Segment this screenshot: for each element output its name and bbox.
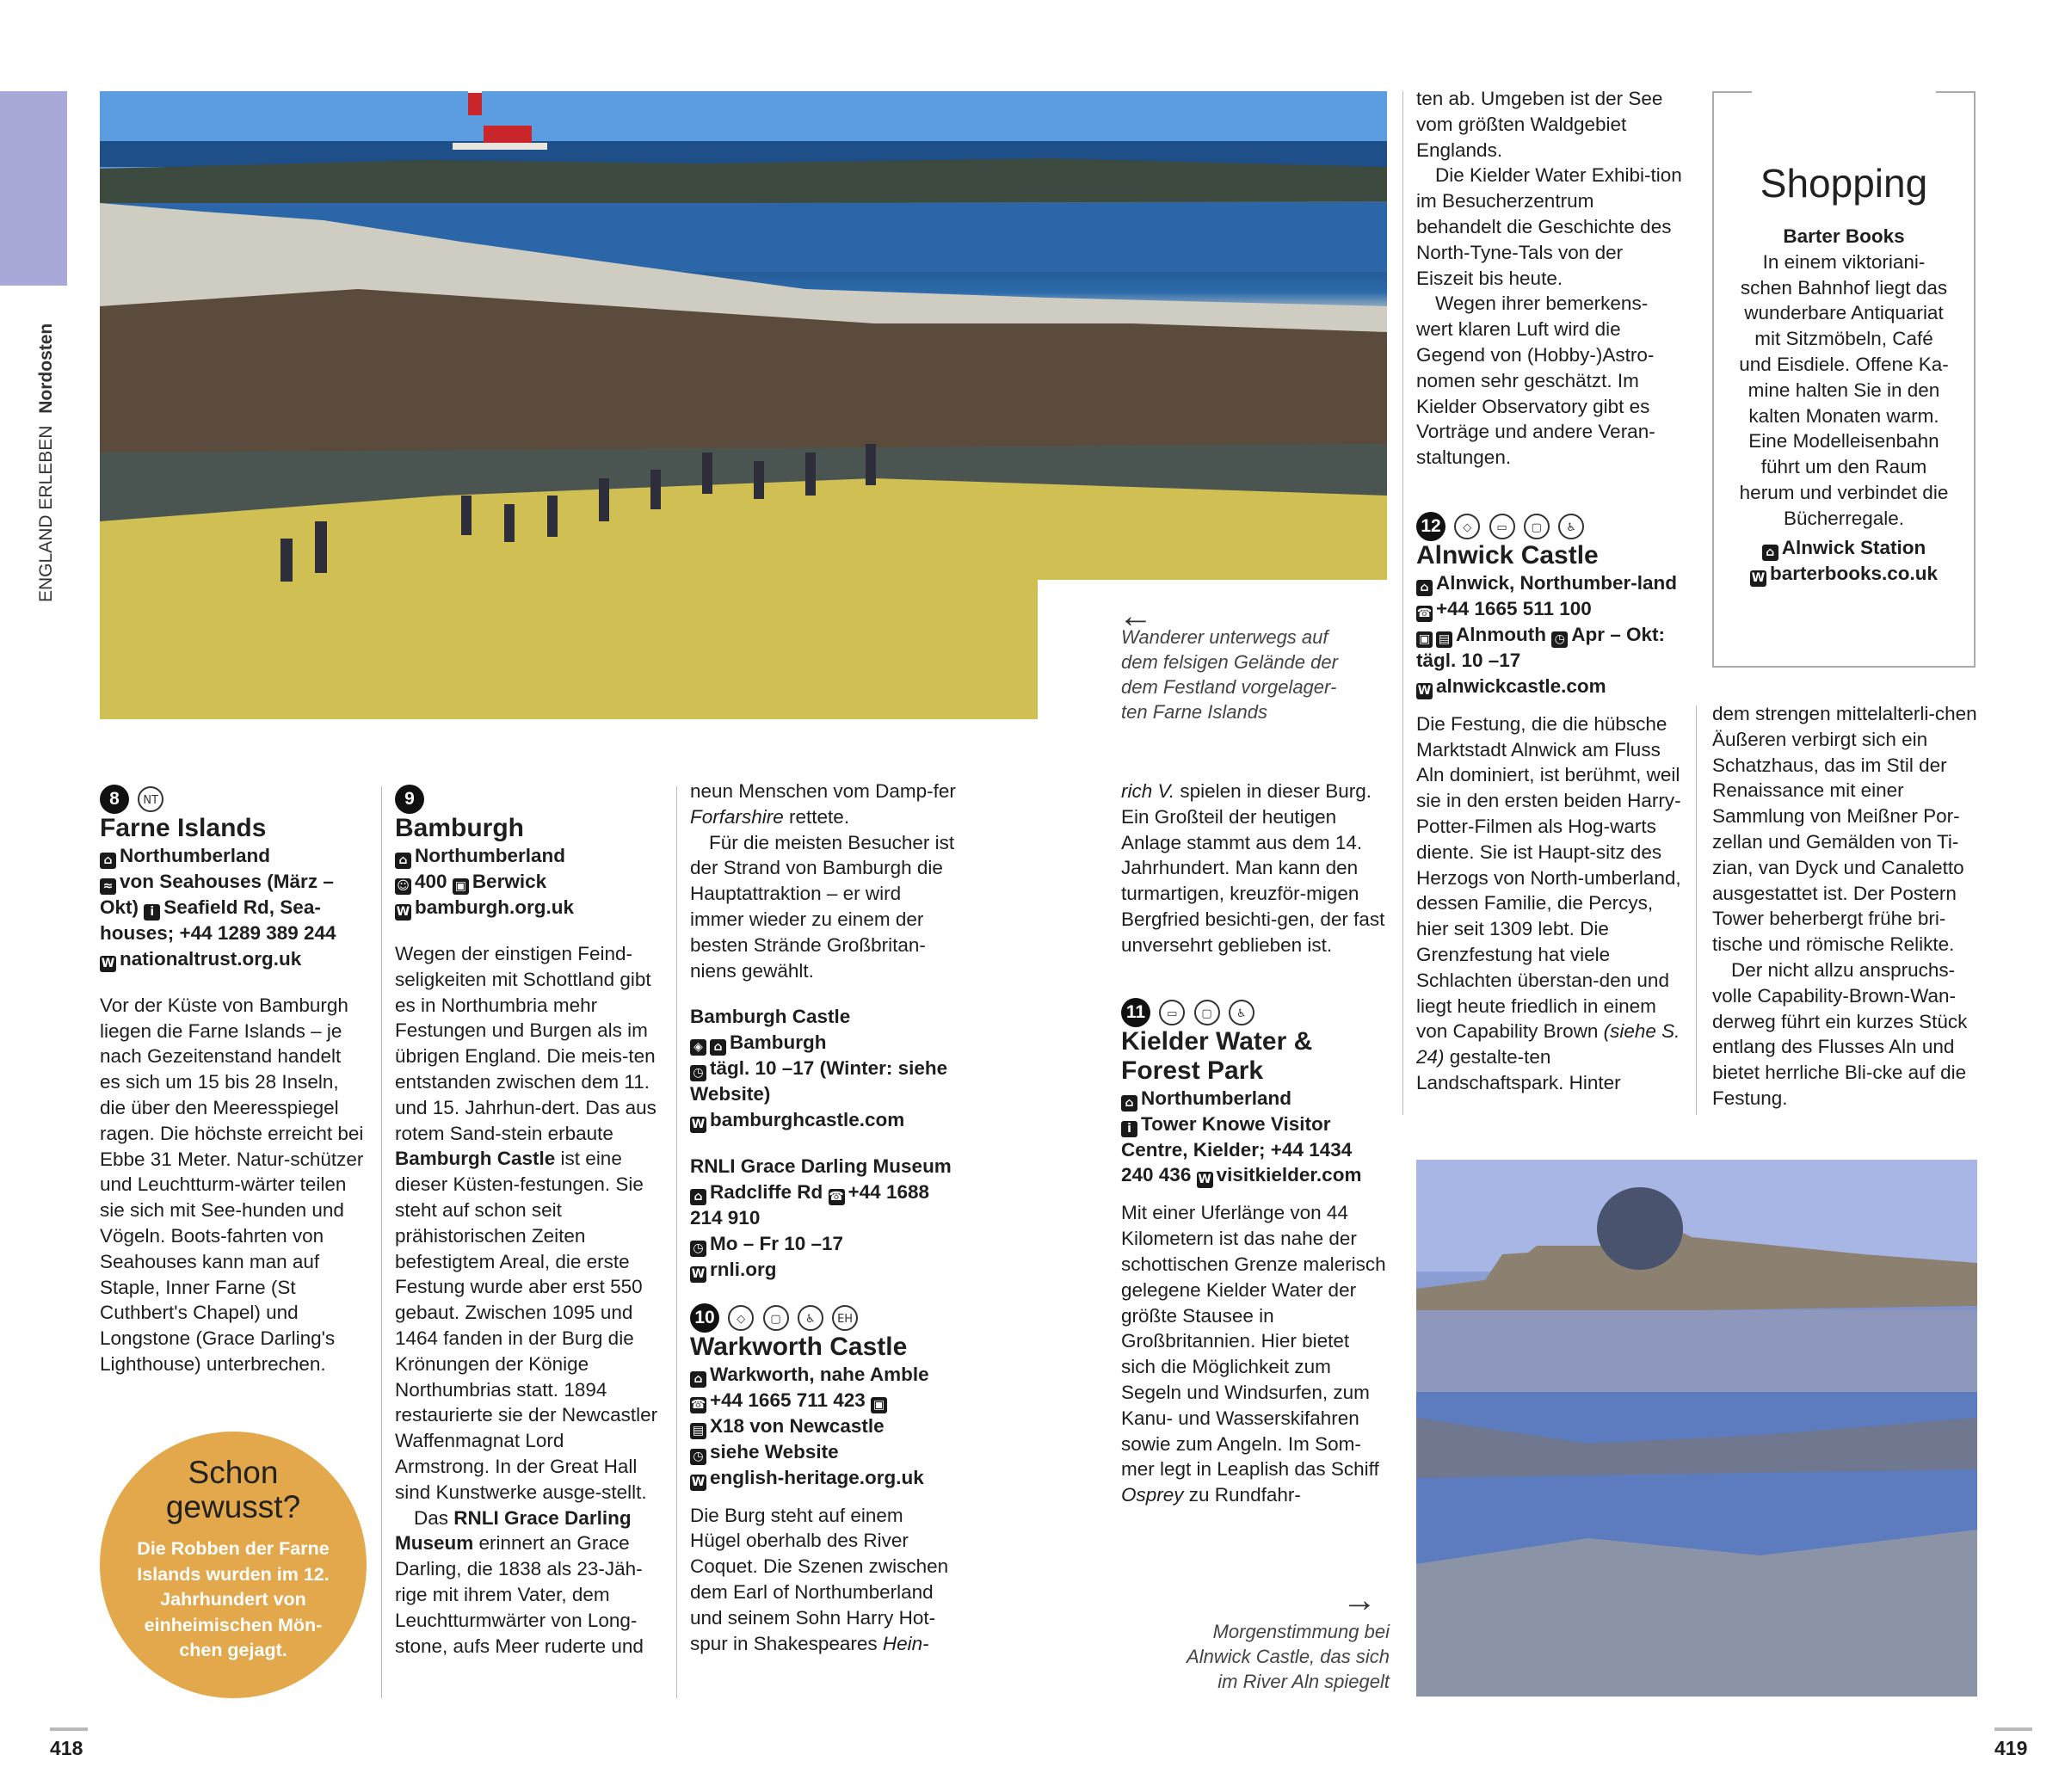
ticket-icon: ◇ [728,1305,754,1331]
did-you-know-title: Schon gewusst? [165,1455,301,1524]
wheelchair-icon: ♿ [1229,1000,1254,1025]
column-bamburgh [395,785,662,1659]
location-text: Alnwick Station [1781,536,1926,558]
shop-text: In einem viktoriani-schen Bahnhof liegt das wunderbare Antiquariat mit Sitzmöbeln, Café und Eisdiele. Offene Ka-mine halten Sie in den kalten Monaten warm. Eine Modelleisenbahn führt um den Raum herum und verbindet die Bücherregale. [1739,250,1949,529]
section-header [395,785,662,814]
info-icon: i [1121,1121,1137,1137]
info-block [690,1362,957,1491]
body-text: rich V. spielen in dieser Burg. Ein Großteil der heutigen Anlage stammt aus dem 14. Jahrhundert. Man kann den turmartigen, kreuzför-migen Bergfried besichti-gen, der fast unversehrt geblieben ist. [1121,780,1385,956]
wheelchair-icon: ♿ [798,1305,823,1331]
phone-icon: ☎ [690,1397,706,1412]
far-island [100,158,1387,205]
phone-text: +44 1688 214 910 [690,1180,930,1229]
population-icon: ☺ [395,878,411,895]
clock-icon: ◷ [1551,631,1568,648]
house-icon: ⌂ [1121,1095,1137,1112]
alnwick-photo-art [1416,1160,1977,1697]
did-you-know-badge [100,1432,367,1698]
page-number-rule-right [1994,1727,2032,1731]
farne-photo-caption: Wanderer unterwegs auf dem felsigen Gelände der dem Festland vorgelager-ten Farne Islands [1121,626,1338,723]
facilities-icon: ◈ [690,1039,706,1056]
alnwick-castle-photo [1416,1160,1977,1697]
location-text: Alnwick, Northumber-land [1436,571,1678,594]
location-text: Northumberland [120,845,271,866]
shop-info [1714,535,1974,587]
location-text: Northumberland [415,845,566,866]
frost-field [1416,1310,1977,1392]
column-4 [1121,779,1388,1508]
station-text: Alnmouth [1456,623,1546,645]
body-text: dem strengen mittelalterli-chen Äußeren verbirgt sich ein Schatzhaus, das im Stil der Renaissance mit einer Sammlung von Meißner Por-zellan und Gemälden von Ti-zian, van Dyck und Canaletto ausgestattet ist. Der Postern Tower beherbergt frühe bri-tische und römische Relikte. [1712,703,1977,956]
web-icon: W [691,1266,706,1281]
visitor-info-text: Tower Knowe Visitor Centre, Kielder; +44 1434 240 436 [1121,1112,1353,1186]
column-farne [100,785,367,1377]
caption-arrow-right: → [1342,1581,1377,1619]
website-link[interactable]: barterbooks.co.uk [1769,562,1939,584]
phone-text: +44 1665 711 423 [710,1389,866,1411]
web-icon: W [101,956,115,970]
clock-icon: ◷ [690,1065,706,1081]
info-block [100,843,367,972]
side-tab-light: ENGLAND ERLEBEN [36,425,56,602]
website-link[interactable]: bamburghcastle.com [710,1108,905,1130]
clock-icon: ◷ [690,1241,706,1257]
house-icon: ⌂ [690,1189,706,1205]
ferry-text: von Seahouses (März – Okt) [100,871,334,918]
side-tab-bar [0,91,67,286]
column-rule [381,786,382,1698]
body-text: Wegen der einstigen Feind-seligkeiten mit Schottland gibt es in Northumbria mehr Festungen und Burgen als im übrigen England. Die meis-ten entstanden zwischen dem 11. und 15. Jahrhun-dert. Das aus rotem Sand-stein erbaute Bamburgh Castle ist eine dieser Küsten-festungen. Sie steht auf schon seit prähistorischen Zeiten befestigtem Areal, die erste Festung wurde aber erst 550 gebaut. Zwischen 1095 und 1464 fanden in der Burg die Krönungen der Könige Northumbrias statt. 1894 restaurierte sie der Newcastler Waffenmagnat Lord Armstrong. In der Great Hall sind Kunstwerke ausge-stellt. [395,943,658,1503]
ferry-icon: ≈ [100,878,116,895]
bamburgh-castle-block [690,1004,957,1133]
column-rule [1402,91,1403,1115]
visitor-info-text: Seafield Rd, Sea-houses; +44 1289 389 244 [100,896,336,944]
location-text: Warkworth, nahe Amble [710,1363,929,1385]
side-tab-bold: Nordosten [36,323,56,414]
shop-icon: ▢ [1194,1000,1220,1025]
section-number: 12 [1416,512,1446,541]
population-text: 400 [415,871,447,892]
national-trust-badge: NT [138,786,163,812]
train-icon: ▣ [1416,631,1433,648]
web-icon: W [1198,1173,1211,1187]
tree [1597,1187,1683,1270]
shop-name: Barter Books [1783,225,1905,247]
clock-icon: ◷ [690,1449,706,1465]
side-tab-label [35,323,58,602]
info-block [1416,570,1683,699]
website-link[interactable]: rnli.org [710,1258,777,1280]
website-link[interactable]: visitkielder.com [1216,1164,1362,1186]
website-link[interactable]: bamburgh.org.uk [415,896,574,918]
section-header [1121,998,1388,1027]
body-text: Mit einer Uferlänge von 44 Kilometern ist das nahe der schottischen Grenze malerisch gelegene Kielder Water der größte Stausee in Großbritannien. Hier bietet sich die Möglichkeit zum Segeln und Windsurfen, zum Kanu- und Wasserskifahren sowie zum Angeln. Im Som-mer legt in Leaplish das Schiff Osprey zu Rundfahr- [1121,1202,1386,1506]
column-rule [676,786,677,1698]
website-link[interactable]: alnwickcastle.com [1436,674,1606,697]
house-icon: ⌂ [1416,580,1433,596]
bus-icon: ▤ [1436,631,1452,648]
shop-icon: ▢ [763,1305,789,1331]
column-rule [1696,705,1697,1115]
train-icon: ▣ [453,878,469,895]
location-text: Bamburgh [730,1031,827,1054]
train-icon: ▣ [871,1397,887,1413]
web-icon: W [396,905,410,919]
page-number-right: 419 [1994,1737,2028,1759]
body-text: Die Kielder Water Exhibi-tion im Besucherzentrum behandelt die Geschichte des North-Tyne-Tals von der Eiszeit bis heute. [1416,164,1682,289]
house-icon: ⌂ [1762,545,1778,561]
house-icon: ⌂ [100,853,116,869]
body-text: Die Burg steht auf einem Hügel oberhalb des River Coquet. Die Szenen zwischen dem Earl of Northumberland und seinem Sohn Harry Hot-spur in Shakespeares Hein- [690,1504,949,1654]
section-number: 11 [1121,998,1150,1027]
body-text: Die Festung, die die hübsche Marktstadt Alnwick am Fluss Aln dominiert, ist berühmt, weil sie in den ersten beiden Harry-Potter-Filmen als Hog-warts diente. Sie ist Haupt-sitz des Herzogs von North-umberland, dessen Familie, die Percys, hier seit 1309 lebt. Die Grenzfestung hat viele Schlachten überstan-den und liegt heute friedlich in einem von Capability Brown (siehe S. 24) gestalte-ten Landschaftspark. Hinter [1416,712,1681,1093]
location-text: Radcliffe Rd [710,1180,823,1203]
section-number: 9 [395,785,424,814]
column-3 [690,779,957,1656]
body-text: Wegen ihrer bemerkens-wert klaren Luft wird die Gegend von (Hobby-)Astro-nomen sehr geschätzt. Im Kielder Observatory gibt es Vorträge und andere Veran-staltungen. [1416,293,1655,469]
section-title: Alnwick Castle [1416,540,1599,570]
website-link[interactable]: nationaltrust.org.uk [120,947,302,970]
hours-text: Mo – Fr 10 –17 [710,1232,844,1254]
hours-text: Apr – Okt: tägl. 10 –17 [1416,623,1666,671]
sub-title: RNLI Grace Darling Museum [690,1155,952,1177]
train-text: Berwick [472,871,547,892]
cafe-icon: ▭ [1489,514,1515,539]
hours-text: siehe Website [710,1440,839,1463]
website-link[interactable]: english-heritage.org.uk [710,1466,924,1488]
body-text: Das RNLI Grace Darling Museum erinnert an Grace Darling, die 1838 als 23-Jäh-rige mit ihrem Vater, dem Leuchtturmwärter von Long-stone, aufs Meer ruderte und [395,1506,644,1657]
bus-icon: ▤ [690,1423,706,1439]
page-number-left: 418 [50,1737,83,1759]
hours-text: tägl. 10 –17 (Winter: siehe Website) [690,1057,948,1105]
english-heritage-badge: EH [832,1305,858,1331]
section-title: Warkworth Castle [690,1332,908,1361]
shopping-box-top-left [1712,91,1752,93]
column-6 [1712,701,1979,1112]
house-icon: ⌂ [690,1371,706,1388]
page-number-rule-left [50,1727,88,1731]
section-title: Bamburgh [395,814,524,842]
body-text: Vor der Küste von Bamburgh liegen die Farne Islands – je nach Gezeitenstand handelt es sich um 15 bis 28 Inseln, die über den Meeresspiegel ragen. Die höchste erreicht bei Ebbe 31 Meter. Natur-schützer und Leuchtturm-wärter teilen sie sich mit See-hunden und Vögeln. Boots-fahrten von Seahouses kann man auf Staple, Inner Farne (St Cuthbert's Chapel) und Longstone (Grace Darling's Lighthouse) unterbrechen. [100,994,364,1375]
web-icon: W [691,1475,706,1489]
cafe-icon: ▭ [1159,1000,1185,1025]
info-block [395,843,662,921]
house-icon: ⌂ [710,1039,726,1056]
section-title: Kielder Water & Forest Park [1121,1026,1313,1085]
section-number: 8 [100,785,129,814]
web-icon: W [1417,683,1432,698]
phone-icon: ☎ [829,1189,844,1204]
web-icon: W [691,1117,706,1131]
body-text: Der nicht allzu anspruchs-volle Capability-Brown-Wan-derweg führt ein kurzes Stück entlang des Flusses Aln und bietet herrliche Bli-cke auf die Festung. [1712,958,1968,1109]
info-block [1121,1086,1388,1189]
info-icon: i [144,904,160,921]
shopping-title: Shopping [1760,161,1928,206]
web-icon: W [1751,570,1766,585]
section-header [100,785,367,814]
ticket-icon: ◇ [1454,514,1480,539]
section-header [690,1303,957,1333]
did-you-know-text: Die Robben der Farne Islands wurden im 12. Jahrhundert von einheimischen Mön-chen gejagt. [137,1538,330,1660]
shopping-box [1712,91,1976,668]
phone-text: +44 1665 511 100 [1436,597,1592,619]
section-title: Farne Islands [100,814,267,842]
location-text: Northumberland [1141,1087,1292,1109]
sub-title: Bamburgh Castle [690,1006,851,1028]
house-icon: ⌂ [395,853,411,869]
body-text: ten ab. Umgeben ist der See vom größten Waldgebiet Englands. [1416,88,1663,161]
shop-icon: ▢ [1524,514,1550,539]
phone-icon: ☎ [1416,606,1433,620]
rnli-block [690,1154,957,1283]
shopping-box-top-right [1936,91,1976,93]
wheelchair-icon: ♿ [1558,514,1584,539]
alnwick-photo-caption: Morgenstimmung bei Alnwick Castle, das sich im River Aln spiegelt [1187,1621,1390,1692]
bus-text: X18 von Newcastle [710,1414,885,1437]
caption-arrow-left: ← [1119,597,1153,635]
body-text: Für die meisten Besucher ist der Strand von Bamburgh die Hauptattraktion – er wird immer wieder zu einem der besten Strände Großbritan-niens gewählt. [690,831,955,982]
section-header [1416,512,1683,541]
section-number: 10 [690,1303,719,1333]
body-text: neun Menschen vom Damp-fer Forfarshire rettete. [690,780,956,828]
frosty-bank [1416,1530,1977,1697]
column-5 [1416,86,1683,1096]
